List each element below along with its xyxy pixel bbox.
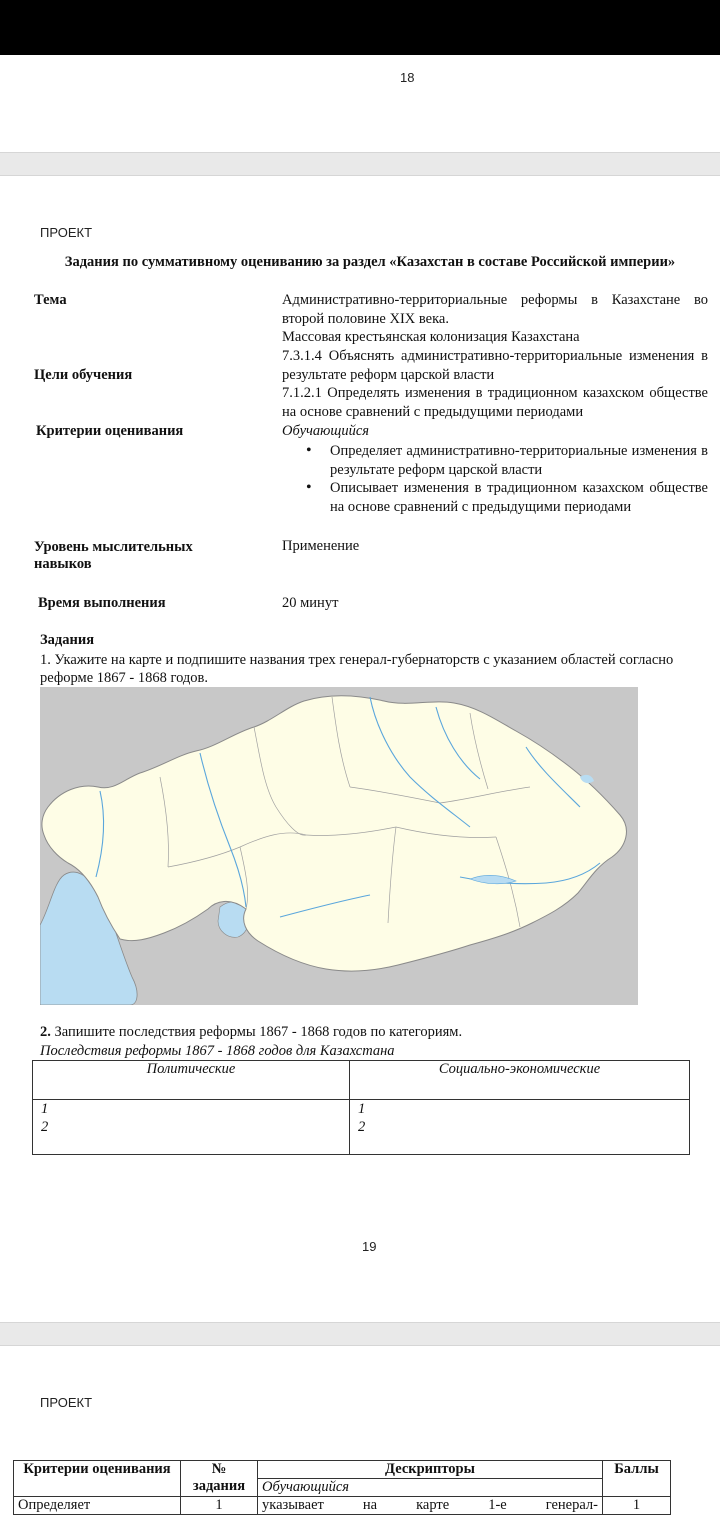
table-cell-political[interactable] — [33, 1100, 350, 1155]
project-label-2: ПРОЕКТ — [40, 1395, 93, 1410]
table-row: 1 — [603, 1497, 671, 1515]
criteria-table-header: № задания — [181, 1461, 258, 1497]
goal-line: 7.3.1.4 Объяснять административно-территориальные изменения в результате реформ царской власти — [282, 348, 708, 383]
criteria-table-header: Критерии оценивания — [14, 1461, 181, 1497]
criteria-table-subheader: Обучающийся — [258, 1479, 603, 1497]
level-value: Применение — [282, 538, 360, 554]
list-item: 1 — [41, 1101, 49, 1117]
goals-value — [282, 347, 708, 421]
topic-line: Административно-территориальные реформы в Казахстане во второй половине XIX века. — [282, 292, 708, 327]
table-caption: Последствия реформы 1867 - 1868 годов для Казахстана — [40, 1043, 395, 1059]
topic-value — [282, 291, 708, 347]
goal-line: 7.1.2.1 Определять изменения в традиционном казахском обществе на основе сравнений с предыдущими периодами — [282, 385, 708, 420]
task1-text: 1. Укажите на карте и подпишите названия трех генерал-губернаторств с указанием областей согласно реформе 1867 - 1868 годов. — [40, 652, 674, 686]
goals-label: Цели обучения — [34, 367, 133, 383]
page-number-top: 18 — [400, 70, 415, 85]
criteria-table-header: Дескрипторы — [258, 1461, 603, 1479]
time-value: 20 минут — [282, 595, 339, 611]
kazakhstan-map — [40, 687, 638, 1005]
tasks-heading: Задания — [40, 632, 95, 648]
criteria-lead: Обучающийся — [282, 423, 370, 439]
page-title: Задания по суммативному оцениванию за раздел «Казахстан в составе Российской империи» — [64, 254, 676, 270]
table-row: указывает на карте 1-е генерал- — [258, 1497, 603, 1515]
time-label: Время выполнения — [38, 595, 166, 611]
table-row: Определяет — [14, 1497, 181, 1515]
page-gap — [0, 1322, 720, 1346]
list-item: 1 — [358, 1101, 366, 1117]
criteria-table — [13, 1460, 671, 1515]
page-gap — [0, 152, 720, 176]
criteria-item: • Описывает изменения в традиционном казахском обществе на основе сравнений с предыдущими периодами — [282, 479, 708, 516]
topic-line: Массовая крестьянская колонизация Казахстана — [282, 329, 580, 345]
consequences-table — [32, 1060, 690, 1155]
list-item: 2 — [41, 1119, 49, 1135]
task2-text — [40, 1024, 462, 1041]
task2-number: 2. — [40, 1024, 51, 1040]
list-item: 2 — [358, 1119, 366, 1135]
task2-body: Запишите последствия реформы 1867 - 1868 годов по категориям. — [50, 1024, 463, 1040]
table-cell-socioeconomic[interactable] — [350, 1100, 690, 1155]
table-header-political: Политические — [33, 1061, 350, 1100]
project-label: ПРОЕКТ — [40, 225, 93, 240]
page-number-bottom: 19 — [362, 1239, 377, 1254]
criteria-label: Критерии оценивания — [36, 423, 184, 439]
criteria-list — [282, 442, 708, 516]
level-label: Уровень мыслительных навыков — [34, 539, 193, 572]
topic-label: Тема — [34, 292, 67, 308]
status-bar — [0, 0, 720, 55]
table-row: 1 — [181, 1497, 258, 1515]
criteria-item: • Определяет административно-территориальные изменения в результате реформ царской власти — [282, 442, 708, 479]
table-header-socioeconomic: Социально-экономические — [350, 1061, 690, 1100]
criteria-table-header: Баллы — [603, 1461, 671, 1497]
